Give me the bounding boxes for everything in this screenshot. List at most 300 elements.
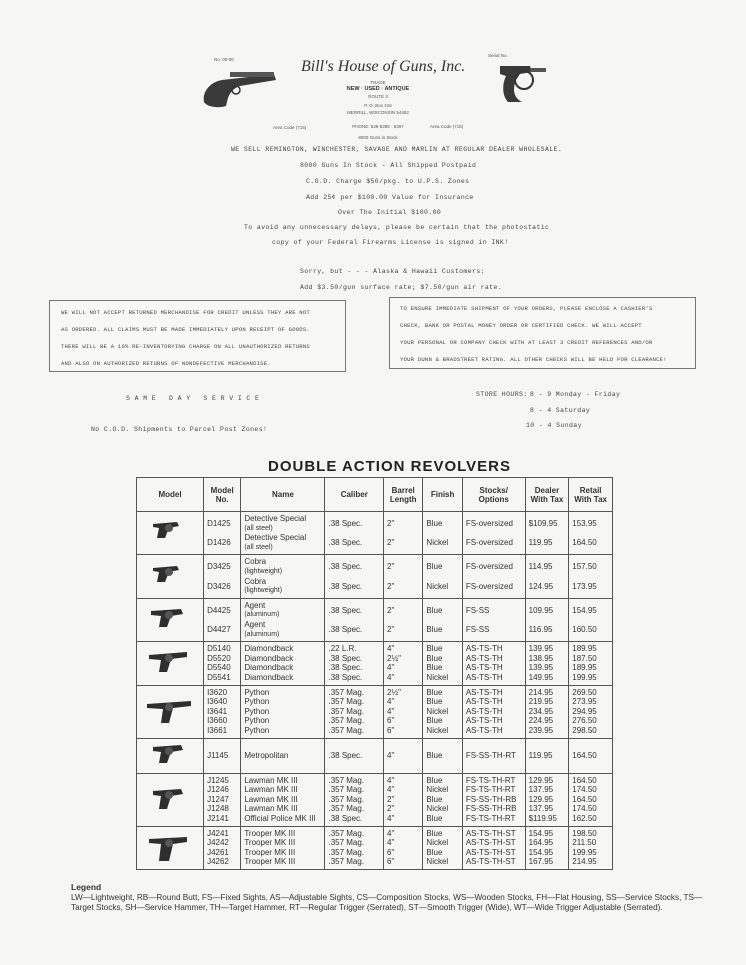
caliber: .357 Mag. [328,828,365,838]
stocks-options: FS-oversized [465,562,513,572]
model-name: Python [244,716,270,726]
caliber: .357 Mag. [328,697,365,707]
stocks-options-cell [462,773,525,826]
caliber: .357 Mag. [328,716,365,726]
model-name: Metropolitan [244,750,289,760]
caliber-cell [325,512,384,555]
header-small-left: No. 00-00 [214,57,234,62]
finish: Blue [426,624,443,634]
model-name: (all steel) [244,524,273,532]
stocks-options-cell [462,555,525,598]
barrel-length: 2½" [387,687,401,697]
retail-price: 199.95 [572,847,597,857]
retail-price: 198.50 [572,828,597,838]
col-header-model: Model [137,478,204,512]
model-name-cell [241,738,325,773]
notice-shipping-rates: Add $3.50/gun surface rate; $7.50/gun air rate. [300,284,503,291]
model-number: J1145 [207,750,229,760]
caliber: .38 Spec. [328,813,363,823]
caliber: .357 Mag. [328,847,365,857]
revolver-icon [147,516,193,548]
model-number: J1245 [207,775,229,785]
finish: Blue [426,653,443,663]
finish: Blue [426,605,443,615]
model-name: Diamondback [244,663,294,673]
caliber: .38 Spec. [328,562,363,572]
finish-cell [423,738,462,773]
model-number: J4241 [207,828,229,838]
legend-text: LW—Lightweight, RB—Round Butt, FS—Fixed Sights, AS—Adjustable Sights, CS—Composition Stocks, WS—Wooden Stocks, FH—Flat Housing, SS—Service Stocks, TS—Target Stocks, SH—Service Hammer, TH—Target Hammer, RT—Regular Trigger (Serrated), ST—Smooth Trigger (Wide), WT—Wide Trigger Adjustable (Serrated). [71,893,703,912]
finish: Blue [426,794,443,804]
retail-price-cell [569,512,613,555]
caliber: .38 Spec. [328,624,363,634]
store-hours-saturday: 8 - 4 Saturday [530,407,591,414]
table-row [137,555,613,598]
model-name: Trooper MK III [244,847,296,857]
finish: Nickel [426,857,449,867]
model-number-cell [204,773,241,826]
barrel-length-cell [384,512,423,555]
finish: Nickel [426,838,449,848]
dealer-price: 219.95 [528,697,554,707]
caliber: .38 Spec. [328,605,363,615]
stocks-options: FS-SS-TH-RB [465,794,517,804]
stocks-options-cell [462,642,525,685]
retail-price: 298.50 [572,725,597,735]
phone-number: PHONE: 536-5395 · 5397 [352,124,404,129]
dealer-price: 154.95 [528,847,554,857]
dealer-price: 139.95 [528,663,554,673]
table-row [137,642,613,685]
model-number: J1246 [207,785,229,795]
dealer-price: 129.95 [528,775,554,785]
no-cod-parcel-post: No C.O.D. Shipments to Parcel Post Zones! [91,426,268,433]
barrel-length: 2" [387,562,395,572]
store-hours-label: STORE HOURS: [476,391,528,398]
model-number: J2141 [207,813,229,823]
table-row [137,773,613,826]
model-number: I3660 [207,716,228,726]
finish: Blue [426,663,443,673]
finish: Blue [426,519,443,528]
returns-policy-line: AND ALSO ON AUTHORIZED RETURNS OF NONDEFECTIVE MERCHANDISE. [61,360,271,367]
finish-cell [423,555,462,598]
stocks-options: FS-TS-TH-RT [465,775,516,785]
model-number: D4427 [207,624,231,634]
dealer-price: $119.95 [528,813,557,823]
header-stock-note: 8000 Guns in Stock [358,135,398,140]
model-name: (all steel) [244,543,273,551]
model-name: Lawman MK III [244,794,298,804]
model-number: D1425 [207,519,231,528]
returns-policy-line: AS ORDERED. ALL CLAIMS MUST BE MADE IMMEDIATELY UPON RECEIPT OF GOODS. [61,326,310,333]
barrel-length: 6" [387,857,395,867]
caliber-cell [325,773,384,826]
tagline: NEW · USED · ANTIQUE [346,86,410,92]
model-name: Detective Special [244,514,307,523]
stocks-options: FS-TS-TH-RT [465,785,516,795]
barrel-length: 2" [387,538,395,548]
model-name: Official Police MK III [244,813,316,823]
dealer-price: 119.95 [528,750,553,760]
barrel-length: 4" [387,750,395,760]
barrel-length: 4" [387,785,395,795]
revolver-icon [147,603,193,635]
dealer-price: 116.95 [528,624,553,634]
stocks-options-cell [462,738,525,773]
barrel-length-cell [384,685,423,738]
revolver-icon [147,739,193,771]
barrel-length: 4" [387,663,395,673]
notice-insurance: Add 25¢ per $100.00 Value for Insurance [306,194,474,201]
stocks-options-cell [462,512,525,555]
model-number: I3661 [207,725,228,735]
barrel-length: 2" [387,624,395,634]
col-header-retail-price: Retail With Tax [569,478,613,512]
barrel-length-cell [384,598,423,641]
caliber-cell [325,738,384,773]
stocks-options: FS-oversized [465,538,513,548]
same-day-service: S A M E D A Y S E R V I C E [126,395,260,402]
caliber-cell [325,555,384,598]
caliber: .357 Mag. [328,725,365,735]
stocks-options: AS-TS-TH-ST [465,857,516,867]
stocks-options: AS-TS-TH-ST [465,838,516,848]
barrel-length: 6" [387,847,395,857]
payment-policy-line: CHECK, BANK OR POSTAL MONEY ORDER OR CERTIFIED CHECK. WE WILL ACCEPT [400,322,642,329]
caliber: .38 Spec. [328,663,363,673]
model-name: Agent [244,619,266,629]
retail-price: 162.50 [572,813,597,823]
dealer-price-cell [525,826,569,869]
stocks-options: AS-TS-TH [465,672,503,682]
dealer-price: 164.95 [528,838,554,848]
model-name: Detective Special [244,533,307,543]
dealer-price-cell [525,685,569,738]
caliber: .357 Mag. [328,785,365,795]
model-number: D3426 [207,581,231,591]
caliber-cell [325,685,384,738]
finish: Blue [426,687,443,697]
revolver-thumbnail [137,555,204,598]
model-name: Diamondback [244,644,294,654]
model-number: D4425 [207,605,231,615]
model-number: D5540 [207,663,231,673]
model-number-cell [204,512,241,555]
table-row [137,598,613,641]
returns-policy-line: WE WILL NOT ACCEPT RETURNED MERCHANDISE FOR CREDIT UNLESS THEY ARE NOT [61,309,310,316]
finish: Nickel [426,672,449,682]
revolver-thumbnail [137,512,204,555]
model-number: J4242 [207,838,229,848]
retail-price-cell [569,642,613,685]
address-line-2: P. O. Box 416 [364,103,392,108]
barrel-length: 4" [387,706,395,716]
retail-price-cell [569,773,613,826]
dealer-price: 224.95 [528,716,554,726]
model-name: Lawman MK III [244,785,298,795]
caliber: .38 Spec. [328,750,363,760]
barrel-length: 4" [387,828,395,838]
barrel-length-cell [384,738,423,773]
finish-cell [423,642,462,685]
table-row [137,685,613,738]
model-name: (lightweight) [244,567,283,575]
finish-cell [423,598,462,641]
caliber: .22 L.R. [328,644,357,654]
model-number: I3641 [207,706,228,716]
model-number: D3425 [207,562,231,572]
model-name-cell [241,555,325,598]
barrel-length-cell [384,826,423,869]
caliber: .38 Spec. [328,538,363,548]
barrel-length: 2" [387,794,395,804]
model-number: D5520 [207,653,231,663]
dealer-price: 129.95 [528,794,554,804]
barrel-length: 6" [387,716,395,726]
model-name: Trooper MK III [244,857,296,867]
model-number: I3620 [207,687,228,697]
retail-price: 269.50 [572,687,597,697]
retail-price: 214.95 [572,857,597,867]
notice-initial-value: Over The Initial $100.00 [338,209,442,216]
finish: Blue [426,644,443,654]
model-number: J1248 [207,804,229,814]
retail-price: 273.95 [572,697,597,707]
stocks-options: AS-TS-TH [465,663,503,673]
stocks-options: AS-TS-TH [465,716,503,726]
model-name: Trooper MK III [244,838,296,848]
model-name-cell [241,642,325,685]
payment-policy-box [389,297,696,369]
caliber: .357 Mag. [328,775,365,785]
returns-policy-box [49,300,346,372]
finish-cell [423,685,462,738]
barrel-length: 4" [387,644,395,654]
caliber-cell [325,826,384,869]
model-name: (lightweight) [244,587,283,595]
finish: Nickel [426,785,449,795]
model-name: (aluminum) [244,630,280,638]
barrel-length: 2" [387,519,395,528]
dealer-price: 234.95 [528,706,554,716]
model-number-cell [204,555,241,598]
stocks-options: FS-SS-TH-RT [465,750,516,760]
caliber: .357 Mag. [328,804,365,814]
revolver-icon [147,831,193,863]
revolver-thumbnail [137,738,204,773]
stocks-options: AS-TS-TH [465,644,503,654]
retail-price: 164.50 [572,775,597,785]
model-number: D5140 [207,644,231,654]
dealer-price-cell [525,642,569,685]
stocks-options: FS-SS [465,605,490,615]
revolver-icon [147,783,193,815]
barrel-length: 4" [387,813,395,823]
retail-price: 157.50 [572,562,597,572]
model-name-cell [241,685,325,738]
caliber: .38 Spec. [328,672,363,682]
model-number: D5541 [207,672,231,682]
table-row [137,826,613,869]
model-number-cell [204,738,241,773]
finish-cell [423,773,462,826]
model-number: J1247 [207,794,229,804]
barrel-length: 2" [387,605,395,615]
barrel-length: 4" [387,838,395,848]
model-name: Lawman MK III [244,804,298,814]
dealer-price: 114.95 [528,562,553,572]
finish: Blue [426,828,443,838]
caliber-cell [325,642,384,685]
flintlock-pistol-illustration [200,62,280,110]
barrel-length-cell [384,773,423,826]
table-row [137,738,613,773]
brand-name: Bill's House of Guns, Inc. [301,58,466,75]
revolver-thumbnail [137,773,204,826]
dealer-price: 149.95 [528,672,554,682]
retail-price: 173.95 [572,581,597,591]
dealer-price: 109.95 [528,605,554,615]
notice-license-signed: copy of your Federal Firearms License is signed in INK! [272,239,509,246]
dealer-price: 167.95 [528,857,554,867]
caliber: .38 Spec. [328,519,363,528]
stocks-options: FS-oversized [465,519,513,528]
finish: Blue [426,847,443,857]
finish-cell [423,512,462,555]
finish: Nickel [426,538,449,548]
model-name: Trooper MK III [244,828,296,838]
caliber: .357 Mag. [328,706,365,716]
stocks-options-cell [462,685,525,738]
area-code-right: Area Code (715) [430,124,464,129]
finish: Blue [426,813,443,823]
barrel-length: 4" [387,672,395,682]
revolver-thumbnail [137,826,204,869]
caliber: .357 Mag. [328,687,365,697]
dealer-price: 119.95 [528,538,553,548]
retail-price-cell [569,826,613,869]
dealer-price: $109.95 [528,519,558,528]
stocks-options: FS-SS-TH-RB [465,804,517,814]
payment-policy-line: YOUR PERSONAL OR COMPANY CHECK WITH AT LEAST 3 CREDIT REFERENCES AND/OR [400,339,653,346]
model-name: Python [244,706,270,716]
barrel-length: 2½" [387,653,401,663]
caliber: .357 Mag. [328,794,365,804]
model-name: Cobra [244,557,267,567]
retail-price: 211.50 [572,838,597,848]
retail-price: 174.50 [572,804,597,814]
stocks-options: FS-TS-TH-RT [465,813,516,823]
stocks-options: AS-TS-TH [465,706,503,716]
retail-price-cell [569,738,613,773]
model-name: Cobra [244,576,267,586]
retail-price-cell [569,555,613,598]
header-small-right: Serial No. [488,53,508,58]
dealer-price-cell [525,598,569,641]
model-number: J4262 [207,857,229,867]
stocks-options: AS-TS-TH [465,653,503,663]
model-number: I3640 [207,697,228,707]
barrel-length-cell [384,642,423,685]
revolver-icon [147,646,193,678]
legend-title: Legend [71,882,102,892]
model-name-cell [241,773,325,826]
retail-price: 154.95 [572,605,597,615]
stocks-options: FS-SS [465,624,490,634]
model-number-cell [204,598,241,641]
finish: Nickel [426,706,449,716]
retail-price: 164.50 [572,750,597,760]
caliber-cell [325,598,384,641]
col-header-caliber: Caliber [325,478,384,512]
dealer-price: 137.95 [528,804,554,814]
trade-label: TRADE [370,80,386,85]
col-header-barrel-length: Barrel Length [384,478,423,512]
dealer-price-cell [525,555,569,598]
revolver-icon [147,560,193,592]
model-name-cell [241,598,325,641]
dealer-price: 214.95 [528,687,554,697]
col-header-stocks-options: Stocks/ Options [462,478,525,512]
retail-price: 189.95 [572,644,597,654]
area-code-left: Area Code (715) [273,125,307,130]
barrel-length: 2" [387,804,395,814]
retail-price: 276.50 [572,716,597,726]
stocks-options: AS-TS-TH [465,725,503,735]
finish: Blue [426,716,443,726]
dealer-price: 138.95 [528,653,554,663]
table-row [137,512,613,555]
stocks-options: AS-TS-TH [465,697,503,707]
retail-price: 187.50 [572,653,597,663]
finish: Nickel [426,581,449,591]
model-name: Diamondback [244,653,294,663]
table-header-row [137,478,613,512]
dealer-price-cell [525,512,569,555]
retail-price: 153.95 [572,519,597,528]
model-number-cell [204,642,241,685]
stocks-options: AS-TS-TH [465,687,503,697]
finish: Nickel [426,804,449,814]
stocks-options: AS-TS-TH-ST [465,828,516,838]
barrel-length-cell [384,555,423,598]
model-name: Lawman MK III [244,775,298,785]
revolver-illustration [494,58,548,104]
store-hours-weekday: 8 - 9 Monday - Friday [530,391,621,398]
barrel-length: 2" [387,581,395,591]
dealer-price: 139.95 [528,644,554,654]
model-name: Python [244,725,270,735]
table-title: DOUBLE ACTION REVOLVERS [268,458,512,475]
barrel-length: 4" [387,775,395,785]
model-number: D1426 [207,538,231,548]
dealer-price: 137.95 [528,785,554,795]
stocks-options-cell [462,826,525,869]
revolver-thumbnail [137,642,204,685]
finish: Blue [426,562,443,572]
payment-policy-line: TO ENSURE IMMEDIATE SHIPMENT OF YOUR ORDERS, PLEASE ENCLOSE A CASHIER'S [400,305,653,312]
notice-dealer-wholesale: WE SELL REMINGTON, WINCHESTER, SAVAGE AND MARLIN AT REGULAR DEALER WHOLESALE. [231,146,563,153]
col-header-dealer-price: Dealer With Tax [525,478,569,512]
caliber: .38 Spec. [328,653,363,663]
revolvers-table [136,477,613,870]
model-name: Diamondback [244,672,294,682]
dealer-price-cell [525,738,569,773]
retail-price: 164.50 [572,538,597,548]
returns-policy-line: THERE WILL BE A 10% RE-INVENTORYING CHARGE ON ALL UNAUTHORIZED RETURNS [61,343,310,350]
revolver-icon [147,695,193,727]
